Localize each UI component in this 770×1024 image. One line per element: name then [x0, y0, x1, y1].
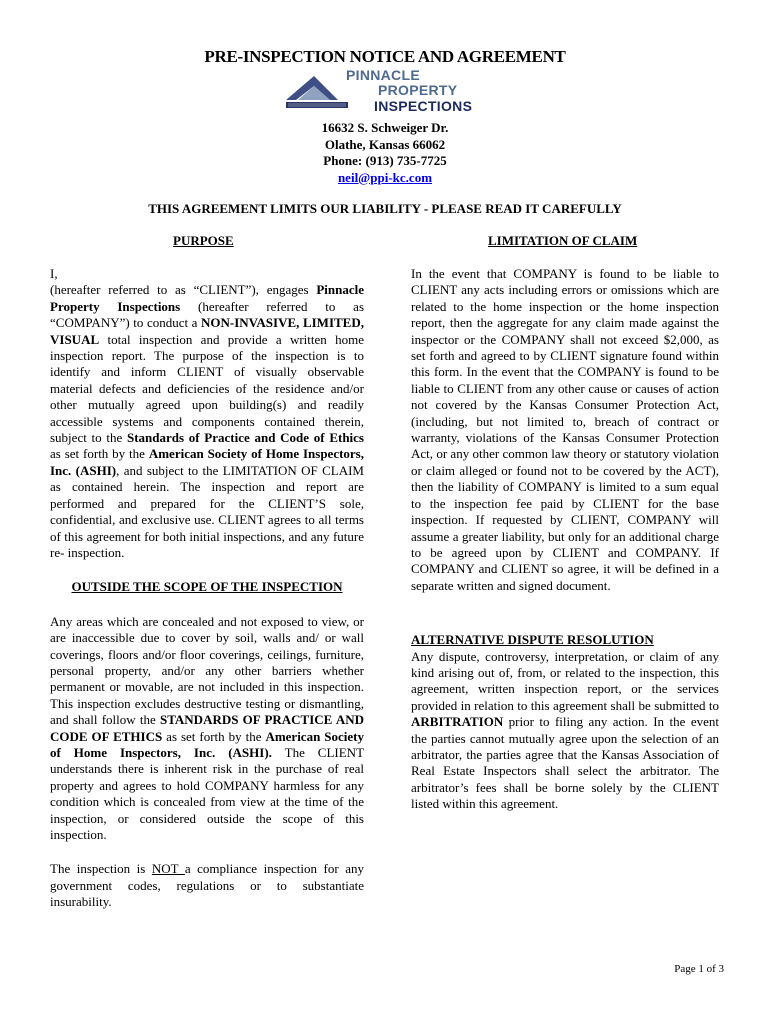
limitation-heading: LIMITATION OF CLAIM — [488, 233, 638, 248]
address-city: Olathe, Kansas 66062 — [324, 136, 446, 152]
address-street: 16632 S. Schweiger Dr. — [321, 120, 449, 135]
compliance-paragraph: The inspection is NOT a compliance inspection for any government codes, regulations or to substantiate insurability. — [50, 861, 364, 910]
left-column — [50, 266, 364, 911]
logo-text-property: PROPERTY — [378, 82, 458, 98]
outside-scope-heading: OUTSIDE THE SCOPE OF THE INSPECTION — [71, 579, 343, 595]
address-phone: Phone: (913) 735-7725 — [323, 153, 447, 168]
email-link[interactable]: neil@ppi-kc.com — [337, 169, 433, 185]
page-number: Page 1 of 3 — [674, 963, 724, 975]
company-address — [0, 120, 770, 186]
purpose-paragraph: (hereafter referred to as “CLIENT”), engages Pinnacle Property Inspections (hereafter referred to as “COMPANY”) to conduct a NON-INVASIVE, LIMITED, VISUAL total inspection and provide a written home inspection report. The purpose of the inspection is to identify and inform CLIENT of visually observable material defects and deficiencies of the residence and/or other mutually agreed upon building(s) and readily accessible systems and components contained therein, subject to the Standards of Practice and Code of Ethics as set forth by the American Society of Home Inspectors, Inc. (ASHI), and subject to the LIMITATION OF CLAIM as contained herein. The inspection and report are performed and prepared for the CLIENT’S sole, confidential, and exclusive use. CLIENT agrees to all terms of this agreement for both initial inspections, and any future re- inspection. — [50, 282, 364, 560]
logo-mountain-icon — [284, 66, 354, 116]
limitation-paragraph: In the event that COMPANY is found to be liable to CLIENT any acts including errors or omissions which are related to the home inspection or the home inspection report, then the aggregate for any claim made against the inspector or the COMPANY shall not exceed $2,000, as set forth and agreed to by CLIENT signature found within this form. In the event that the COMPANY is found to be liable to CLIENT from any other cause or causes of action not covered by the Kansas Consumer Protection Act, (including, but not limited to, breach of contract or warranty, violations of the Kansas Consumer Protection Act, or any other common law theory or statutory violation or claim alleged or found not to be covered by the ACT), then the liability of COMPANY is limited to a sum equal to the inspection fee paid by CLIENT for the base inspection. If requested by CLIENT, COMPANY will assume a greater liability, but only for an additional charge to be agreed upon by CLIENT and COMPANY. If COMPANY and CLIENT so agree, it will be defined in a separate written and signed document. — [411, 266, 719, 593]
purpose-opening: I, — [50, 266, 58, 281]
purpose-heading: PURPOSE — [173, 233, 234, 248]
right-column — [411, 266, 719, 813]
outside-scope-paragraph: Any areas which are concealed and not exposed to view, or are inaccessible due to cover by soil, walls and/ or wall coverings, floors and/or floor coverings, ceilings, furniture, personal property, and/or any other barriers whether permanent or movable, are not included in this inspection. This inspection excludes destructive testing or dismantling, and shall follow the STANDARDS OF PRACTICE AND CODE OF ETHICS as set forth by the American Society of Home Inspectors, Inc. (ASHI). The CLIENT understands there is inherent risk in the purchase of real property and agrees to hold COMPANY harmless for any condition which is concealed from view at the time of the inspection, or considered outside the scope of this inspection. — [50, 613, 365, 842]
logo-text-inspections: INSPECTIONS — [374, 98, 473, 114]
dispute-heading: ALTERNATIVE DISPUTE RESOLUTION — [411, 632, 654, 648]
company-logo — [284, 66, 494, 116]
logo-text-pinnacle: PINNACLE — [346, 67, 420, 83]
liability-warning: THIS AGREEMENT LIMITS OUR LIABILITY - PLEASE READ IT CAREFULLY — [148, 201, 622, 216]
dispute-paragraph: Any dispute, controversy, interpretation, or claim of any kind arising out of, from, or related to the inspection, this agreement, written inspection report, or the services provided in relation to this agreement shall be submitted to ARBITRATION prior to filing any action. In the event the parties cannot mutually agree upon the selection of an arbitrator, the parties agree that the Kansas Association of Real Estate Inspectors shall select the arbitrator. The arbitrator’s fees shall be borne solely by the CLIENT listed within this agreement. — [411, 648, 719, 812]
page-title: PRE-INSPECTION NOTICE AND AGREEMENT — [204, 47, 566, 66]
